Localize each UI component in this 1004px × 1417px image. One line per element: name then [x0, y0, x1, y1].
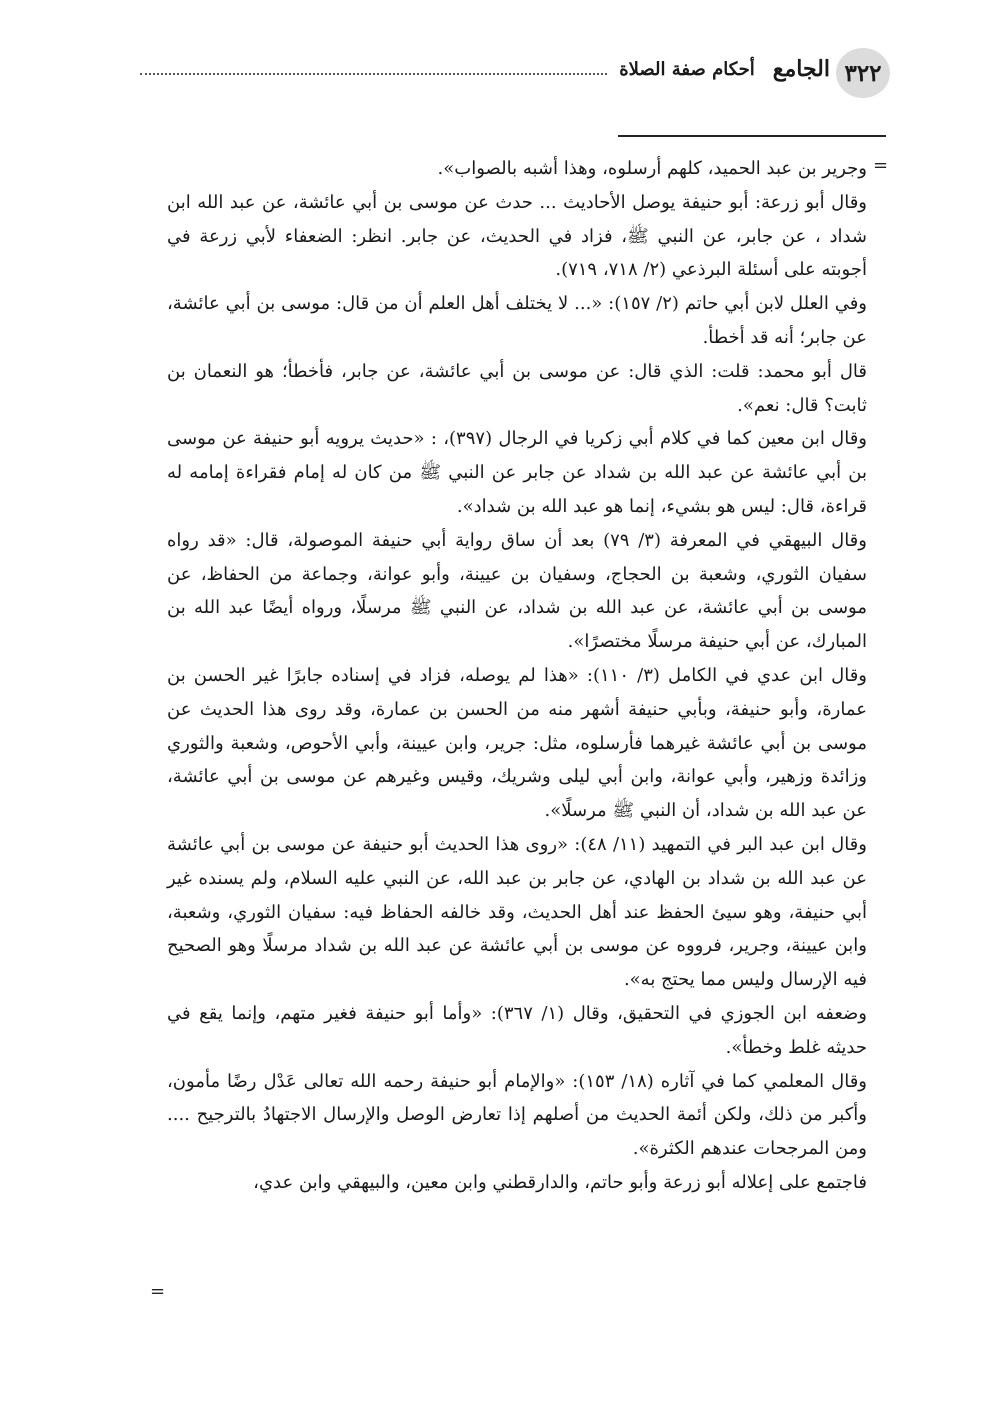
continuation-marker-top: =: [873, 155, 889, 176]
paragraph: وقال أبو زرعة: أبو حنيفة يوصل الأحاديث ... حدث عن موسى بن أبي عائشة، عن عبد الله ابن شداد ، عن جابر، عن النبي ﷺ، فزاد في الحديث، عن جابر. انظر: الضعفاء لأبي زرعة في أجوبته على أسئلة البرذعي (٢/ ٧١٨، ٧١٩).: [167, 191, 867, 281]
paragraph: وقال ابن عبد البر في التمهيد (١١/ ٤٨): «روى هذا الحديث أبو حنيفة عن موسى بن أبي عائشة عن عبد الله بن شداد بن الهادي، عن جابر بن عبد الله، عن النبي عليه السلام، ولم يسنده غير أبي حنيفة، وهو سيئ الحفظ عند أهل الحديث، وقد خالفه الحفاظ فيه: سفيان الثوري، وشعبة، وابن عيينة، وجرير، فرووه عن موسى بن أبي عائشة عن عبد الله بن شداد مرسلًا وهو الصحيح فيه الإرسال وليس مما يحتج به».: [167, 833, 867, 991]
footnote-rule: [618, 135, 886, 137]
continuation-marker-bottom: =: [150, 1281, 166, 1302]
paragraph: وقال ابن معين كما في كلام أبي زكريا في الرجال (٣٩٧)، : «حديث يرويه أبو حنيفة عن موسى بن أبي عائشة عن عبد الله بن شداد عن جابر عن النبي ﷺ من كان له إمام فقراءة إمامه له قراءة، قال: ليس هو بشيء، إنما هو عبد الله بن شداد».: [167, 428, 867, 517]
paragraph: وضعفه ابن الجوزي في التحقيق، وقال (١/ ٣٦٧): «وأما أبو حنيفة فغير متهم، وإنما يقع في حديثه غلط وخطأ».: [167, 1002, 867, 1058]
paragraph: وقال ابن عدي في الكامل (٣/ ١١٠): «هذا لم يوصله، فزاد في إسناده جابرًا غير الحسن بن عمارة، وأبو حنيفة، وبأبي حنيفة أشهر منه من الحسن بن عمارة، وقد روى هذا الحديث عن موسى بن أبي عائشة غيرهما فأرسلوه، مثل: جرير، وابن عيينة، وأبي الأحوص، وشعبة والثوري وزائدة وزهير، وأبي عوانة، وابن أبي ليلى وشريك، وقيس وغيرهم عن موسى بن أبي عائشة، عن عبد الله بن شداد، أن النبي ﷺ مرسلًا».: [167, 664, 868, 822]
page-number: ٣٢٢: [836, 48, 890, 98]
paragraph: قال أبو محمد: قلت: الذي قال: عن موسى بن أبي عائشة، عن جابر، فأخطأ؛ هو النعمان بن ثابت؟ قال: نعم».: [167, 360, 867, 416]
book-title-main: الجامع: [772, 56, 830, 82]
paragraph: وجرير بن عبد الحميد، كلهم أرسلوه، وهذا أشبه بالصواب».: [437, 158, 867, 179]
book-title-rest: أحكام صفة الصلاة: [619, 58, 755, 80]
running-title: [140, 56, 830, 82]
paragraph: وفي العلل لابن أبي حاتم (٢/ ١٥٧): «... لا يختلف أهل العلم أن من قال: موسى بن أبي عائشة، عن جابر؛ أنه قد أخطأ.: [167, 293, 867, 348]
paragraph: وقال المعلمي كما في آثاره (١٨/ ١٥٣): «والإمام أبو حنيفة رحمه الله تعالى عَدْل رضًا مأمون، وأكبر من ذلك، ولكن أئمة الحديث من أصلهم إذا تعارض الوصل والإرسال الاجتهادُ بالترجيح .... ومن المرجحات عندهم الكثرة».: [167, 1070, 867, 1160]
dotted-leader: [140, 73, 607, 75]
page-header: [140, 48, 890, 98]
paragraph: وقال البيهقي في المعرفة (٣/ ٧٩) بعد أن ساق رواية أبي حنيفة الموصولة، قال: «قد رواه سفيان الثوري، وشعبة بن الحجاج، وسفيان بن عيينة، وأبو عوانة، وجماعة من الحفاظ، عن موسى بن أبي عائشة، عن عبد الله بن شداد، عن النبي ﷺ مرسلًا، ورواه أيضًا عبد الله بن المبارك، عن أبي حنيفة مرسلًا مختصرًا».: [167, 529, 867, 653]
paragraph: فاجتمع على إعلاله أبو زرعة وأبو حاتم، والدارقطني وابن معين، والبيهقي وابن عدي،: [253, 1171, 867, 1193]
footnote-body: [167, 152, 867, 1200]
